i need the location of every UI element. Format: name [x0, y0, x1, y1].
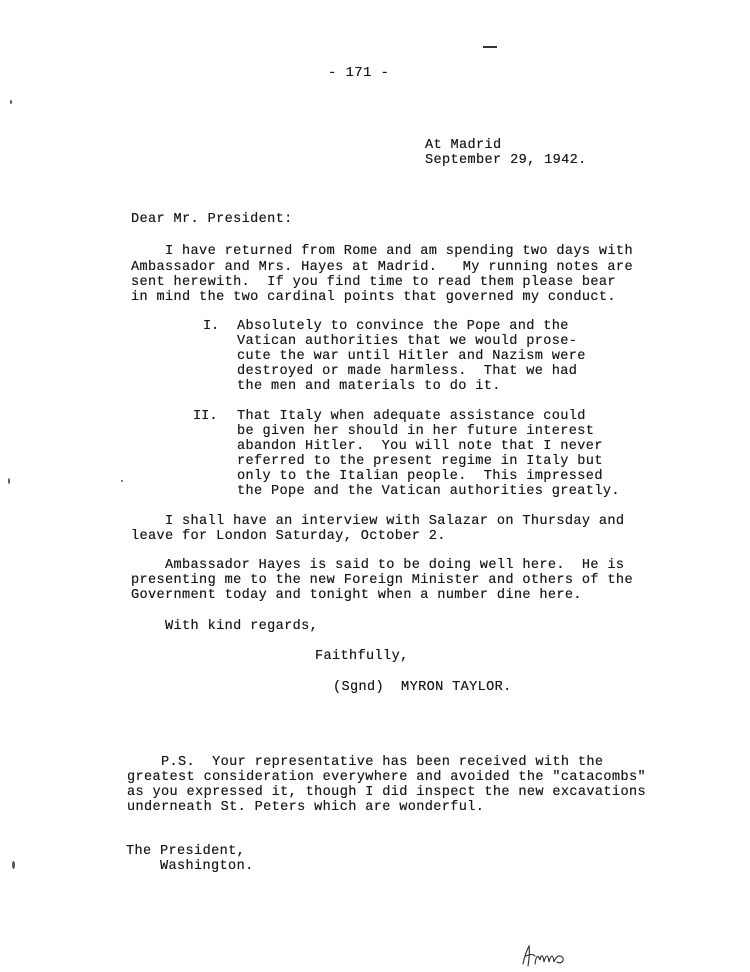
- closing-line: Faithfully,: [315, 649, 409, 664]
- scan-speck: [10, 100, 12, 104]
- point-numeral: I.: [203, 319, 220, 334]
- point-line: Absolutely to convince the Pope and the: [237, 319, 569, 334]
- letter-date: September 29, 1942.: [425, 153, 587, 168]
- postscript-line: as you expressed it, though I did inspect the new excavations: [127, 785, 646, 800]
- page-number: - 171 -: [328, 65, 390, 81]
- point-line: be given her should in her future interest: [237, 424, 595, 439]
- paragraph-line: Ambassador and Mrs. Hayes at Madrid. My running notes are: [131, 260, 633, 275]
- address-line: The President,: [126, 844, 246, 859]
- point-line: abandon Hitler. You will note that I never: [237, 439, 603, 454]
- scan-speck: [8, 478, 10, 484]
- paragraph-line: Government today and tonight when a number dine here.: [131, 588, 582, 603]
- paragraph-line: I shall have an interview with Salazar on Thursday and: [131, 514, 625, 529]
- signature-line: (Sgnd) MYRON TAYLOR.: [333, 680, 512, 695]
- paragraph-line: Ambassador Hayes is said to be doing well here. He is: [131, 558, 625, 573]
- paragraph-line: leave for London Saturday, October 2.: [131, 529, 446, 544]
- point-line: Vatican authorities that we would prose-: [237, 334, 578, 349]
- paragraph-line: sent herewith. If you find time to read them please bear: [131, 275, 616, 290]
- salutation: Dear Mr. President:: [131, 212, 293, 227]
- postscript-line: P.S. Your representative has been received with the: [127, 755, 604, 770]
- paragraph-line: I have returned from Rome and am spending two days with: [131, 244, 633, 259]
- point-line: only to the Italian people. This impressed: [237, 469, 603, 484]
- point-line: That Italy when adequate assistance could: [237, 409, 586, 424]
- point-line: cute the war until Hitler and Nazism were: [237, 349, 586, 364]
- scan-speck: [121, 480, 123, 482]
- postscript-line: greatest consideration everywhere and avoided the "catacombs": [127, 770, 646, 785]
- point-line: the men and materials to do it.: [237, 379, 501, 394]
- regards-line: With kind regards,: [131, 619, 319, 634]
- handwritten-initials-mark: [520, 942, 570, 968]
- paragraph-line: presenting me to the new Foreign Minister and others of the: [131, 573, 633, 588]
- postscript-line: underneath St. Peters which are wonderful.: [127, 800, 485, 815]
- letter-place: At Madrid: [425, 138, 502, 153]
- point-line: destroyed or made harmless. That we had: [237, 364, 578, 379]
- scan-speck: [12, 861, 15, 869]
- address-line: Washington.: [160, 859, 254, 874]
- paragraph-line: in mind the two cardinal points that governed my conduct.: [131, 290, 616, 305]
- point-line: the Pope and the Vatican authorities greatly.: [237, 484, 620, 499]
- point-line: referred to the present regime in Italy but: [237, 454, 603, 469]
- ink-mark: [483, 46, 497, 48]
- point-numeral: II.: [193, 409, 218, 424]
